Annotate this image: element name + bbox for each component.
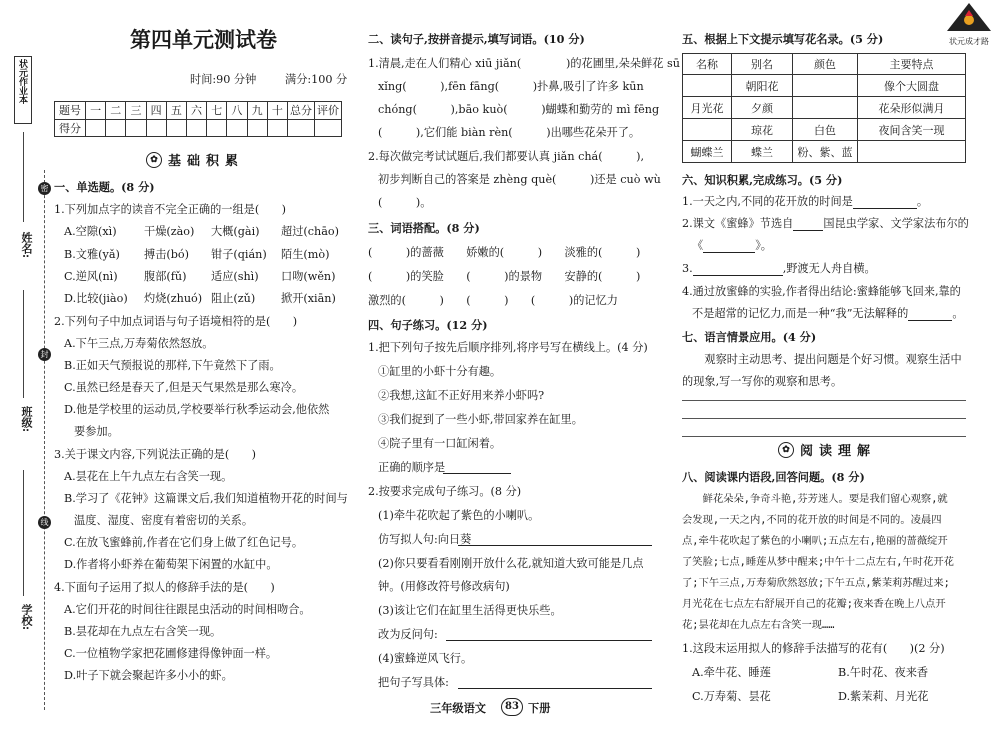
score-col: 四 <box>146 102 166 120</box>
q2-line: 1.清晨,走在人们精心 xiū jiǎn( )的花圃里,朵朵鲜花 sū <box>368 57 680 70</box>
option-text: 阻止(zǔ) <box>211 292 256 305</box>
option-text[interactable]: C.万寿菊、昙花 <box>692 690 771 703</box>
passage-line: 点,牵牛花吹起了紫色的小喇叭;五点左右,艳丽的蔷薇绽开 <box>682 535 948 547</box>
q2-title: 二、读句子,按拼音提示,填写词语。(10 分) <box>368 32 585 46</box>
flower-table-cell[interactable] <box>793 75 858 97</box>
class-field[interactable] <box>23 290 24 398</box>
section-heading-read: ✿ 阅读理解 <box>778 440 876 459</box>
option-text: 超过(chāo) <box>281 225 339 238</box>
q3-line: ( )的笑脸 ( )的景物 安静的( ) <box>368 270 641 283</box>
score-row-header: 得分 <box>55 119 86 137</box>
option-text: C.虽然已经是春天了,但是天气果然是那么寒冷。 <box>64 381 304 394</box>
option-text: C.一位植物学家把花圃修建得像钟面一样。 <box>64 647 278 660</box>
score-cell[interactable] <box>106 119 126 137</box>
score-cell[interactable] <box>315 119 342 137</box>
footer-subject: 三年级语文 <box>430 701 486 715</box>
option-text: 搏击(bó) <box>144 248 190 261</box>
score-col: 评价 <box>315 102 342 120</box>
seal-mark-3: 线 <box>38 516 51 529</box>
seal-mark-1: 密 <box>38 182 51 195</box>
q3-line: ( )的蔷薇 娇嫩的( ) 淡雅的( ) <box>368 246 641 259</box>
score-col: 九 <box>247 102 267 120</box>
order-answer-line[interactable] <box>443 473 511 474</box>
flower-table-cell: 粉、紫、蓝 <box>793 141 858 163</box>
score-cell[interactable] <box>227 119 247 137</box>
score-info: 满分:100 分 <box>285 73 348 86</box>
flower-table-header: 名称 <box>683 54 732 75</box>
option-text: D.比较(jiào) <box>64 292 128 305</box>
flower-table-cell: 琼花 <box>732 119 793 141</box>
score-col: 八 <box>227 102 247 120</box>
flower-table-cell: 白色 <box>793 119 858 141</box>
q6-title: 六、知识积累,完成练习。(5 分) <box>682 173 843 187</box>
option-text: B.昙花却在九点左右含笑一现。 <box>64 625 222 638</box>
answer-blank[interactable] <box>853 197 917 209</box>
option-text: B.文雅(yǎ) <box>64 248 120 261</box>
score-col: 总分 <box>288 102 315 120</box>
q4-item: (3)该让它们在缸里生活得更快乐些。 <box>378 604 562 617</box>
score-cell[interactable] <box>247 119 267 137</box>
option-text: 腹部(fǔ) <box>144 270 187 283</box>
q2-line: chóng( ),bāo kuò( )蝴蝶和勤劳的 mì fēng <box>378 103 660 116</box>
q1-s4: 4.下面句子运用了拟人的修辞手法的是( ) <box>54 581 275 594</box>
q4-p1: 1.把下列句子按先后顺序排列,将序号写在横线上。(4 分) <box>368 341 648 354</box>
writing-line[interactable] <box>682 400 966 401</box>
passage-line: 花;昙花却在九点左右含笑一现…… <box>682 619 835 631</box>
score-col: 一 <box>86 102 106 120</box>
flower-icon: ✿ <box>778 442 794 458</box>
q6-line: 4.通过放蜜蜂的实验,作者得出结论:蜜蜂能够飞回来,靠的 <box>682 285 961 298</box>
q1-s2: 2.下列句子中加点词语与句子语境相符的是( ) <box>54 315 298 328</box>
flower-table-cell: 像个大圆盘 <box>858 75 966 97</box>
option-text: 干燥(zào) <box>144 225 195 238</box>
score-cell[interactable] <box>267 119 287 137</box>
passage-line: 了;下午三点,万寿菊欣然怒放;下午五点,紫茉莉苏醒过来; <box>682 577 950 589</box>
score-cell[interactable] <box>166 119 186 137</box>
q6-line: 《 》。 <box>692 239 772 252</box>
passage-line: 鲜花朵朵,争奇斗艳,芬芳迷人。要是我们留心观察,就 <box>682 493 948 505</box>
score-col: 三 <box>126 102 146 120</box>
option-text[interactable]: B.午时花、夜来香 <box>838 666 929 679</box>
flower-table-cell[interactable] <box>793 97 858 119</box>
q4-label: 把句子写具体: <box>378 676 449 689</box>
q6-line: 2.课文《蜜蜂》节选自 国昆虫学家、文学家法布尔的 <box>682 217 969 230</box>
margin-dash-line <box>44 170 45 710</box>
score-cell[interactable] <box>126 119 146 137</box>
name-label: 姓名: <box>20 232 33 259</box>
answer-blank[interactable] <box>908 309 952 321</box>
q6-line: 1.一天之内,不同的花开放的时间是 。 <box>682 195 929 208</box>
q7-title: 七、语言情景应用。(4 分) <box>682 330 817 344</box>
option-text: A.空隙(xì) <box>64 225 117 238</box>
score-col: 七 <box>207 102 227 120</box>
flower-table-cell[interactable] <box>683 119 732 141</box>
flower-table-header: 颜色 <box>793 54 858 75</box>
option-text: B.学习了《花钟》这篇课文后,我们知道植物开花的时间与 <box>64 492 348 505</box>
flower-table-cell[interactable] <box>683 75 732 97</box>
q4-label: 改为反问句: <box>378 628 438 641</box>
score-col: 二 <box>106 102 126 120</box>
writing-line[interactable] <box>682 418 966 419</box>
option-text: D.作者将小虾养在葡萄架下闲置的水缸中。 <box>64 558 278 571</box>
passage-line: 了笑脸;七点,睡莲从梦中醒来;中午十二点左右,午时花开花 <box>682 556 954 568</box>
option-text[interactable]: A.牵牛花、睡莲 <box>692 666 771 679</box>
q8-sub: 1.这段末运用拟人的修辞手法描写的花有( )(2 分) <box>682 642 945 655</box>
q1-s1: 1.下列加点字的读音不完全正确的一组是( ) <box>54 203 286 216</box>
score-cell[interactable] <box>86 119 106 137</box>
logo-text: 状元成才路 <box>949 37 989 46</box>
q8-title: 八、阅读课内语段,回答问题。(8 分) <box>682 470 865 484</box>
flower-table-cell: 朝阳花 <box>732 75 793 97</box>
q4-item: ④院子里有一口缸闲着。 <box>378 437 502 450</box>
option-text: 温度、湿度、密度有着密切的关系。 <box>74 514 254 527</box>
section-heading-basic: ✿ 基础积累 <box>146 150 244 169</box>
answer-blank[interactable] <box>693 264 783 276</box>
q3-title: 三、词语搭配。(8 分) <box>368 221 480 235</box>
option-text: A.昙花在上午九点左右含笑一现。 <box>64 470 233 483</box>
q6-line: 不是超常的记忆力,而是一种“我”无法解释的 。 <box>692 307 964 320</box>
score-col: 五 <box>166 102 186 120</box>
answer-blank[interactable] <box>793 219 823 231</box>
q4-item: (2)你只要看看刚刚开放什么花,就知道大致可能是几点 <box>378 557 644 570</box>
option-text: 钳子(qián) <box>211 248 267 261</box>
q4-item: (1)牵牛花吹起了紫色的小喇叭。 <box>378 509 540 522</box>
q7-line: 的现象,写一写你的观察和思考。 <box>682 375 843 388</box>
q4-item: (4)蜜蜂逆风飞行。 <box>378 652 473 665</box>
score-cell[interactable] <box>146 119 166 137</box>
q4-p2: 2.按要求完成句子练习。(8 分) <box>368 485 522 498</box>
option-text: D.叶子下就会聚起许多小小的虾。 <box>64 669 233 682</box>
seal-mark-2: 封 <box>38 348 51 361</box>
score-cell[interactable] <box>186 119 206 137</box>
option-text[interactable]: D.紫茉莉、月光花 <box>838 690 929 703</box>
q4-item: 钟。(用修改符号修改病句) <box>378 580 510 593</box>
time-info: 时间:90 分钟 <box>190 73 257 86</box>
option-text: B.正如天气预报说的那样,下午竟然下了雨。 <box>64 359 281 372</box>
q6-line: 3. ,野渡无人舟自横。 <box>682 262 876 275</box>
option-text: D.他是学校里的运动员,学校要举行秋季运动会,他依然 <box>64 403 330 416</box>
flower-table-cell: 月光花 <box>683 97 732 119</box>
option-text: A.下午三点,万寿菊依然怒放。 <box>64 337 214 350</box>
flower-table-cell: 蝶兰 <box>732 141 793 163</box>
option-text: 口吻(wěn) <box>281 270 336 283</box>
score-cell[interactable] <box>207 119 227 137</box>
q4-title: 四、句子练习。(12 分) <box>368 318 488 332</box>
q1-title: 一、单选题。(8 分) <box>54 180 155 194</box>
page-number: 83 <box>501 698 523 716</box>
brand-logo <box>944 2 994 44</box>
page-title: 第四单元测试卷 <box>130 27 277 52</box>
q4-order-label: 正确的顺序是 <box>378 461 446 474</box>
option-text: 要参加。 <box>74 425 119 438</box>
q4-item: ②我想,这缸不正好用来养小虾吗? <box>378 389 545 402</box>
q4-item: ①缸里的小虾十分有趣。 <box>378 365 502 378</box>
writing-line[interactable] <box>682 436 966 437</box>
q7-line: 观察时主动思考、提出问题是个好习惯。观察生活中 <box>682 353 962 366</box>
school-field[interactable] <box>23 470 24 596</box>
flower-table-cell: 夕颜 <box>732 97 793 119</box>
passage-line: 会发现,一天之内,不同的花开放的时间是不同的。凌晨四 <box>682 514 942 526</box>
score-col-header: 题号 <box>55 102 86 120</box>
option-text: 适应(shì) <box>211 270 259 283</box>
score-col: 十 <box>267 102 287 120</box>
option-text: C.在放飞蜜蜂前,作者在它们身上做了红色记号。 <box>64 536 304 549</box>
q5-title: 五、根据上下文提示填写花名录。(5 分) <box>682 32 884 46</box>
footer-volume: 下册 <box>528 701 551 715</box>
flower-table-cell[interactable] <box>858 141 966 163</box>
q1-s3: 3.关于课文内容,下列说法正确的是( ) <box>54 448 256 461</box>
score-col: 六 <box>186 102 206 120</box>
q2-line: xǐng( ),fēn fāng( )扑鼻,吸引了许多 kūn <box>378 80 644 93</box>
flower-table-cell: 蝴蝶兰 <box>683 141 732 163</box>
answer-line[interactable] <box>458 688 652 689</box>
q4-item: ③我们捉到了一些小虾,带回家养在缸里。 <box>378 413 583 426</box>
flower-table <box>682 53 966 163</box>
answer-blank[interactable] <box>703 241 755 253</box>
flower-icon: ✿ <box>146 152 162 168</box>
q2-line: 初步判断自己的答案是 zhèng què( )还是 cuò wù <box>378 173 661 186</box>
school-label: 学校: <box>20 604 33 631</box>
option-text: 大概(gài) <box>211 225 260 238</box>
margin-tag: 状元作业本 <box>17 59 27 104</box>
answer-line[interactable] <box>458 545 652 546</box>
option-text: 掀开(xiān) <box>281 292 336 305</box>
option-text: C.逆风(nì) <box>64 270 118 283</box>
class-label: 班级: <box>20 406 33 433</box>
flower-table-cell: 花朵形似满月 <box>858 97 966 119</box>
option-text: 陌生(mò) <box>281 248 330 261</box>
q2-line: ( ),它们能 biàn rèn( )出哪些花朵开了。 <box>378 126 641 139</box>
flower-table-cell: 夜间含笑一现 <box>858 119 966 141</box>
q2-line: ( )。 <box>378 196 432 209</box>
answer-line[interactable] <box>446 640 652 641</box>
flower-table-header: 别名 <box>732 54 793 75</box>
score-cell[interactable] <box>288 119 315 137</box>
option-text: 灼烧(zhuó) <box>144 292 203 305</box>
q3-line: 激烈的( ) ( ) ( )的记忆力 <box>368 294 618 307</box>
flower-table-header: 主要特点 <box>858 54 966 75</box>
q4-label: 仿写拟人句:向日葵 <box>378 533 472 546</box>
option-text: A.它们开花的时间往往跟昆虫活动的时间相吻合。 <box>64 603 311 616</box>
score-table <box>54 101 342 137</box>
name-field[interactable] <box>23 132 24 222</box>
passage-line: 月光花在七点左右舒展开自己的花瓣;夜来香在晚上八点开 <box>682 598 946 610</box>
q2-line: 2.每次做完考试试题后,我们都要认真 jiǎn chá( ), <box>368 150 645 163</box>
